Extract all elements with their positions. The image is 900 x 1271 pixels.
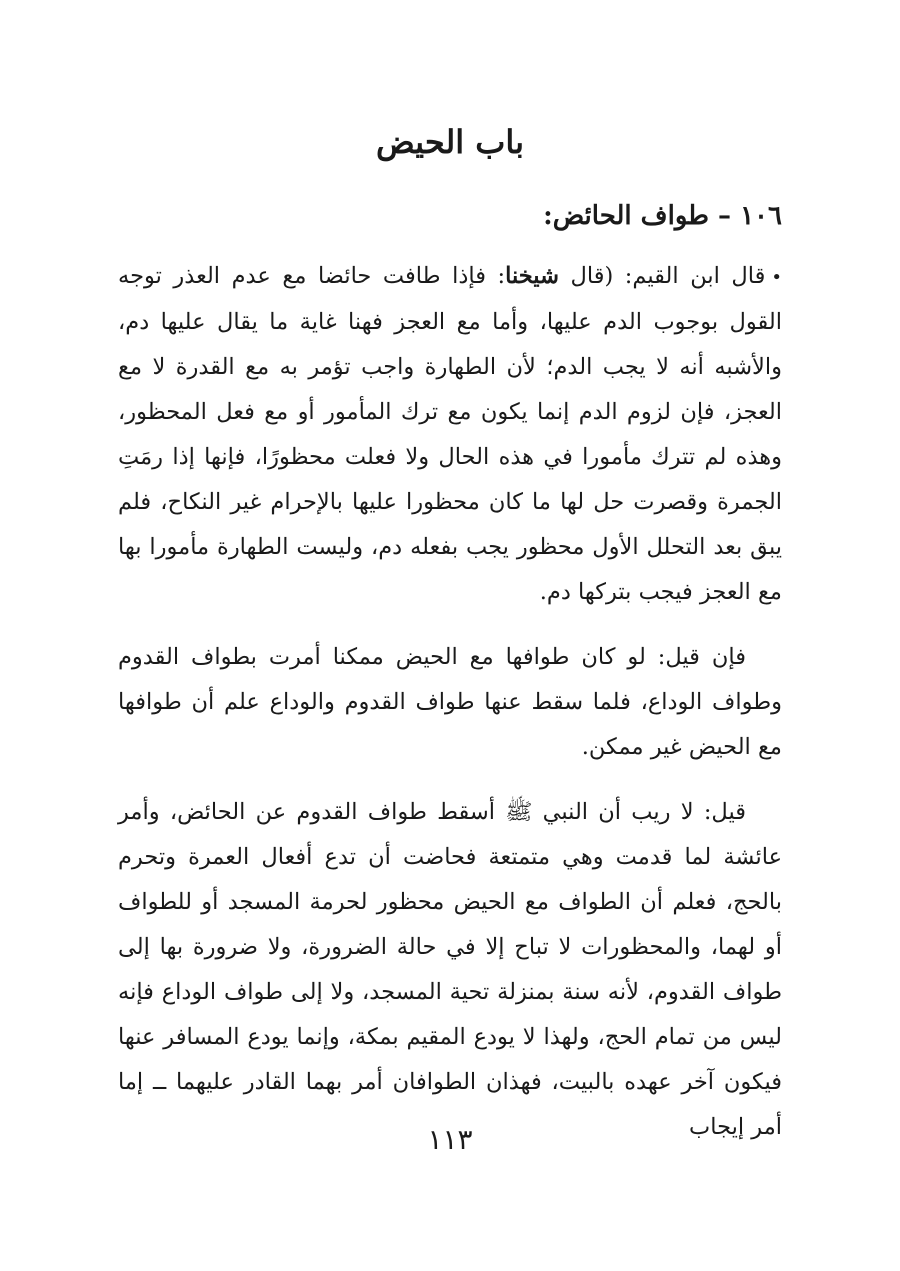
document-page — [118, 0, 782, 1271]
paragraph-lead: قال ابن القيم: (قال — [558, 263, 766, 289]
section-number: ١٠٦ — [740, 201, 782, 231]
section-heading: ١٠٦ – طواف الحائض: — [543, 201, 782, 231]
paragraph-3 — [118, 790, 782, 1150]
bold-term: شيخنا — [505, 263, 559, 289]
paragraph-1 — [118, 254, 782, 615]
paragraph-text: : فإذا طافت حائضا مع عدم العذر توجه القول بوجوب الدم عليها، وأما مع العجز فهنا غاية ما يقال عليها دم، والأشبه أنه لا يجب الدم؛ لأن الطهارة واجب تؤمر به مع القدرة لا مع العجز، فإن لزوم الدم إنما يكون مع ترك المأمور أو مع فعل المحظور، وهذه لم تترك مأمورا في هذه الحال ولا فعلت محظورًا، فإنها إذا رمَتِ الجمرة وقصرت حل لها ما كان محظورا عليها بالإحرام غير النكاح، فلم يبق بعد التحلل الأول محظور يجب بفعله دم، وليست الطهارة مأمورا بها مع العجز فيجب بتركها دم. — [118, 263, 782, 605]
body-text — [118, 254, 782, 1170]
paragraph-text: فإن قيل: لو كان طوافها مع الحيض ممكنا أمرت بطواف القدوم وطواف الوداع، فلما سقط عنها طواف القدوم والوداع علم أن طوافها مع الحيض غير ممكن. — [118, 644, 782, 760]
chapter-title: باب الحيض — [375, 123, 525, 161]
paragraph-text: قيل: لا ريب أن النبي ﷺ أسقط طواف القدوم عن الحائض، وأمر عائشة لما قدمت وهي متمتعة فحاضت أن تدع أفعال العمرة وتحرم بالحج، فعلم أن الطواف مع الحيض محظور لحرمة المسجد أو للطواف أو لهما، والمحظورات لا تباح إلا في حالة الضرورة، ولا ضرورة بها إلى طواف القدوم، لأنه سنة بمنزلة تحية المسجد، ولا إلى طواف الوداع فإنه ليس من تمام الحج، ولهذا لا يودع المقيم بمكة، وإنما يودع المسافر عنها فيكون آخر عهده بالبيت، فهذان الطوافان أمر بهما القادر عليهما ــ إما أمر إيجاب — [118, 799, 782, 1140]
section-title: طواف الحائض: — [543, 201, 709, 231]
paragraph-2 — [118, 635, 782, 770]
page-number: ١١٣ — [427, 1123, 473, 1156]
bullet-icon: • — [771, 267, 782, 288]
